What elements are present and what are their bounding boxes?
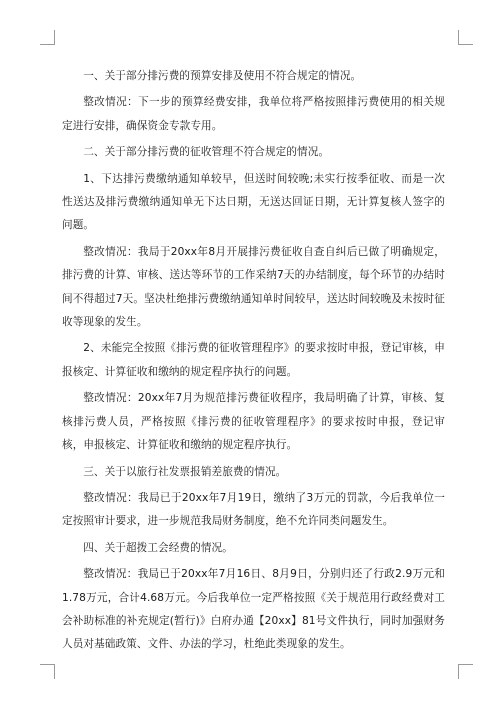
paragraph-issue-2-2: 2、未能完全按照《排污费的征收管理程序》的要求按时申报，登记审核，申报核定、计算征收和缴纳的规定程序执行的问题。 bbox=[62, 342, 445, 378]
crop-mark-bottom-left bbox=[40, 664, 55, 679]
document-body bbox=[62, 65, 445, 660]
paragraph-rectification-2-1: 整改情况：我局于20xx年8月开展排污费征收自查自纠后已做了明确规定，排污费的计算、审核、送达等环节的工作采纳7天的办结制度，每个环节的办结时间不得超过7天。坚决杜绝排污费缴纳通知单时间较早，送达时间较晚及未按时征收等现象的发生。 bbox=[62, 245, 445, 329]
heading-section-1: 一、关于部分排污费的预算安排及使用不符合规定的情况。 bbox=[83, 70, 362, 82]
paragraph-rectification-4: 整改情况：我局已于20xx年7月16日、8月9日，分别归还了行政2.9万元和1.78万元，合计4.68万元。今后我单位一定严格按照《关于规范用行政经费对工会补助标准的补充规定(暂行)》白府办通【20xx】81号文件执行，同时加强财务人员对基础政策、文件、办法的学习，杜绝此类现象的发生。 bbox=[62, 568, 445, 651]
paragraph-rectification-2-2: 整改情况：20xx年7月为规范排污费征收程序，我局明确了计算，审核、复核排污费人员，严格按照《排污费的征收管理程序》的要求按时申报，登记审核，申报核定、计算征收和缴纳的规定程序执行。 bbox=[62, 392, 445, 452]
heading-section-3: 三、关于以旅行社发票报销差旅费的情况。 bbox=[83, 465, 287, 478]
heading-section-4: 四、关于超拨工会经费的情况。 bbox=[83, 541, 233, 554]
heading-section-2: 二、关于部分排污费的征收管理不符合规定的情况。 bbox=[83, 146, 330, 159]
crop-mark-top-left bbox=[40, 30, 55, 45]
crop-mark-top-right bbox=[458, 30, 473, 45]
paragraph-issue-2-1: 1、下达排污费缴纳通知单较早，但送时间较晚;未实行按季征收、而是一次性送达及排污费缴纳通知单无下达日期，无送达回证日期，无计算复核人签字的问题。 bbox=[62, 172, 445, 232]
crop-mark-bottom-right bbox=[458, 664, 473, 679]
paragraph-rectification-3: 整改情况：我局已于20xx年7月19日，缴纳了3万元的罚款，今后我单位一定按照审计要求，进一步规范我局财务制度，绝不允许同类问题发生。 bbox=[62, 491, 445, 528]
paragraph-rectification-1: 整改情况：下一步的预算经费安排，我单位将严格按照排污费使用的相关规定进行安排，确保资金专款专用。 bbox=[62, 96, 445, 132]
